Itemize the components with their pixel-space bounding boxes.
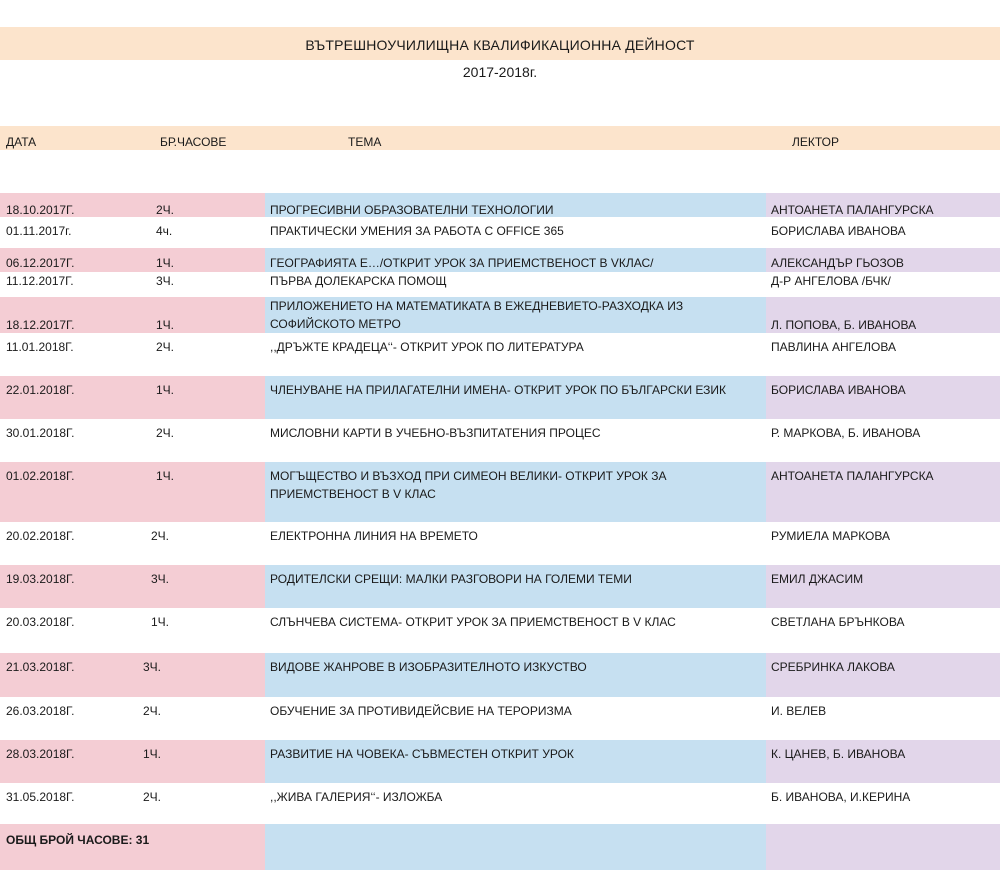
table-row — [0, 653, 1000, 697]
row-hours: 1Ч. — [156, 318, 175, 332]
row-hours: 2Ч. — [143, 704, 162, 718]
row-lector: БОРИСЛАВА ИВАНОВА — [771, 224, 906, 238]
row-hours: 1Ч. — [143, 747, 162, 761]
table-row — [0, 333, 1000, 363]
row-lector: АНТОАНЕТА ПАЛАНГУРСКА — [771, 469, 934, 483]
row-date: 20.02.2018Г. — [6, 529, 75, 543]
row-hours: 3Ч. — [156, 274, 175, 288]
row-topic: ЧЛЕНУВАНЕ НА ПРИЛАГАТЕЛНИ ИМЕНА- ОТКРИТ УРОК ПО БЪЛГАРСКИ ЕЗИК — [270, 383, 727, 397]
table-row — [0, 272, 1000, 290]
row-lector: АЛЕКСАНДЪР ГЬОЗОВ — [771, 256, 904, 270]
row-lector: К. ЦАНЕВ, Б. ИВАНОВА — [771, 747, 906, 761]
row-topic: РАЗВИТИЕ НА ЧОВЕКА- СЪВМЕСТЕН ОТКРИТ УРОК — [270, 747, 574, 761]
row-date: 18.10.2017Г. — [6, 203, 75, 217]
row-lector: РУМИЕЛА МАРКОВА — [771, 529, 891, 543]
row-lector: И. ВЕЛЕВ — [771, 704, 827, 718]
row-hours: 1Ч. — [156, 256, 175, 270]
row-topic: ,,ДРЪЖТЕ КРАДЕЦА‘‘- ОТКРИТ УРОК ПО ЛИТЕРАТУРА — [270, 340, 584, 354]
row-topic: ПРИЛОЖЕНИЕТО НА МАТЕМАТИКАТА В ЕЖЕДНЕВИЕТО-РАЗХОДКА ИЗ СОФИЙСКОТО МЕТРО — [270, 299, 684, 331]
row-topic: ЕЛЕКТРОННА ЛИНИЯ НА ВРЕМЕТО — [270, 529, 478, 543]
row-lector: ЕМИЛ ДЖАСИМ — [771, 572, 864, 586]
row-date: 20.03.2018Г. — [6, 615, 75, 629]
header-hours: БР.ЧАСОВЕ — [160, 135, 227, 149]
row-topic: ОБУЧЕНИЕ ЗА ПРОТИВИДЕЙСВИЕ НА ТЕРОРИЗМА — [270, 704, 572, 718]
row-date: 11.01.2018Г. — [6, 340, 74, 354]
row-topic: СЛЪНЧЕВА СИСТЕМА- ОТКРИТ УРОК ЗА ПРИЕМСТВЕНОСТ В V КЛАС — [270, 615, 676, 629]
table-row — [0, 783, 1000, 826]
table-header — [0, 126, 1000, 150]
table-row — [0, 740, 1000, 783]
table-row — [0, 697, 1000, 740]
row-hours: 2Ч. — [156, 426, 175, 440]
table-row — [0, 217, 1000, 243]
table-row — [0, 565, 1000, 608]
row-date: 22.01.2018Г. — [6, 383, 75, 397]
row-lector: Л. ПОПОВА, Б. ИВАНОВА — [771, 318, 917, 332]
row-lector: ПАВЛИНА АНГЕЛОВА — [771, 340, 896, 354]
row-lector: СРЕБРИНКА ЛАКОВА — [771, 660, 895, 674]
total-cell-3 — [766, 824, 1000, 870]
row-date: 28.03.2018Г. — [6, 747, 75, 761]
table-row — [0, 193, 1000, 217]
row-topic: ГЕОГРАФИЯТА Е…/ОТКРИТ УРОК ЗА ПРИЕМСТВЕНОСТ В VКЛАС/ — [270, 256, 654, 270]
row-date: 31.05.2018Г. — [6, 790, 75, 804]
row-hours: 3Ч. — [151, 572, 170, 586]
row-date: 19.03.2018Г. — [6, 572, 75, 586]
row-lector: АНТОАНЕТА ПАЛАНГУРСКА — [771, 203, 934, 217]
row-topic: МОГЪЩЕСТВО И ВЪЗХОД ПРИ СИМЕОН ВЕЛИКИ- ОТКРИТ УРОК ЗА ПРИЕМСТВЕНОСТ В V КЛАС — [270, 469, 667, 501]
row-topic: ПРОГРЕСИВНИ ОБРАЗОВАТЕЛНИ ТЕХНОЛОГИИ — [270, 203, 554, 217]
table-row — [0, 376, 1000, 419]
table-row — [0, 462, 1000, 522]
total-cell-2 — [265, 824, 766, 870]
row-date: 06.12.2017Г. — [6, 256, 75, 270]
total-hours: ОБЩ БРОЙ ЧАСОВЕ: 31 — [6, 833, 150, 847]
row-hours: 1Ч. — [156, 469, 175, 483]
document-subtitle: 2017-2018г. — [462, 64, 538, 80]
row-hours: 1Ч. — [151, 615, 170, 629]
row-topic: МИСЛОВНИ КАРТИ В УЧЕБНО-ВЪЗПИТАТЕНИЯ ПРОЦЕС — [270, 426, 601, 440]
row-hours: 2Ч. — [156, 340, 175, 354]
row-lector: Б. ИВАНОВА, И.КЕРИНА — [771, 790, 911, 804]
row-date: 01.11.2017г. — [6, 224, 72, 238]
table-row — [0, 419, 1000, 462]
row-topic: ,,ЖИВА ГАЛЕРИЯ‘‘- ИЗЛОЖБА — [270, 790, 443, 804]
row-hours: 2Ч. — [151, 529, 170, 543]
row-lector: Р. МАРКОВА, Б. ИВАНОВА — [771, 426, 921, 440]
row-hours: 3Ч. — [143, 660, 162, 674]
row-date: 30.01.2018Г. — [6, 426, 75, 440]
row-date: 18.12.2017Г. — [6, 318, 75, 332]
header-topic: ТЕМА — [348, 135, 382, 149]
total-row — [0, 824, 1000, 870]
row-date: 21.03.2018Г. — [6, 660, 75, 674]
row-topic: ВИДОВЕ ЖАНРОВЕ В ИЗОБРАЗИТЕЛНОТО ИЗКУСТВО — [270, 660, 587, 674]
header-lector: ЛЕКТОР — [792, 135, 839, 149]
header-date: ДАТА — [6, 135, 37, 149]
row-topic: ПРАКТИЧЕСКИ УМЕНИЯ ЗА РАБОТА С OFFICE 365 — [270, 224, 564, 238]
row-lector: СВЕТЛАНА БРЪНКОВА — [771, 615, 905, 629]
row-date: 01.02.2018Г. — [6, 469, 75, 483]
row-date: 26.03.2018Г. — [6, 704, 75, 718]
total-cell-1 — [0, 824, 265, 870]
row-hours: 4ч. — [156, 224, 173, 238]
row-hours: 2Ч. — [156, 203, 175, 217]
row-lector: Д-Р АНГЕЛОВА /БЧК/ — [771, 274, 891, 288]
row-topic: ПЪРВА ДОЛЕКАРСКА ПОМОЩ — [270, 274, 447, 288]
table-row — [0, 297, 1000, 333]
document-title: ВЪТРЕШНОУЧИЛИЩНА КВАЛИФИКАЦИОННА ДЕЙНОСТ — [305, 37, 695, 53]
row-lector: БОРИСЛАВА ИВАНОВА — [771, 383, 906, 397]
table-row — [0, 248, 1000, 272]
table-row — [0, 522, 1000, 565]
row-date: 11.12.2017Г. — [6, 274, 74, 288]
row-hours: 2Ч. — [143, 790, 162, 804]
row-topic: РОДИТЕЛСКИ СРЕЩИ: МАЛКИ РАЗГОВОРИ НА ГОЛЕМИ ТЕМИ — [270, 572, 632, 586]
row-hours: 1Ч. — [156, 383, 175, 397]
table-row — [0, 608, 1000, 651]
